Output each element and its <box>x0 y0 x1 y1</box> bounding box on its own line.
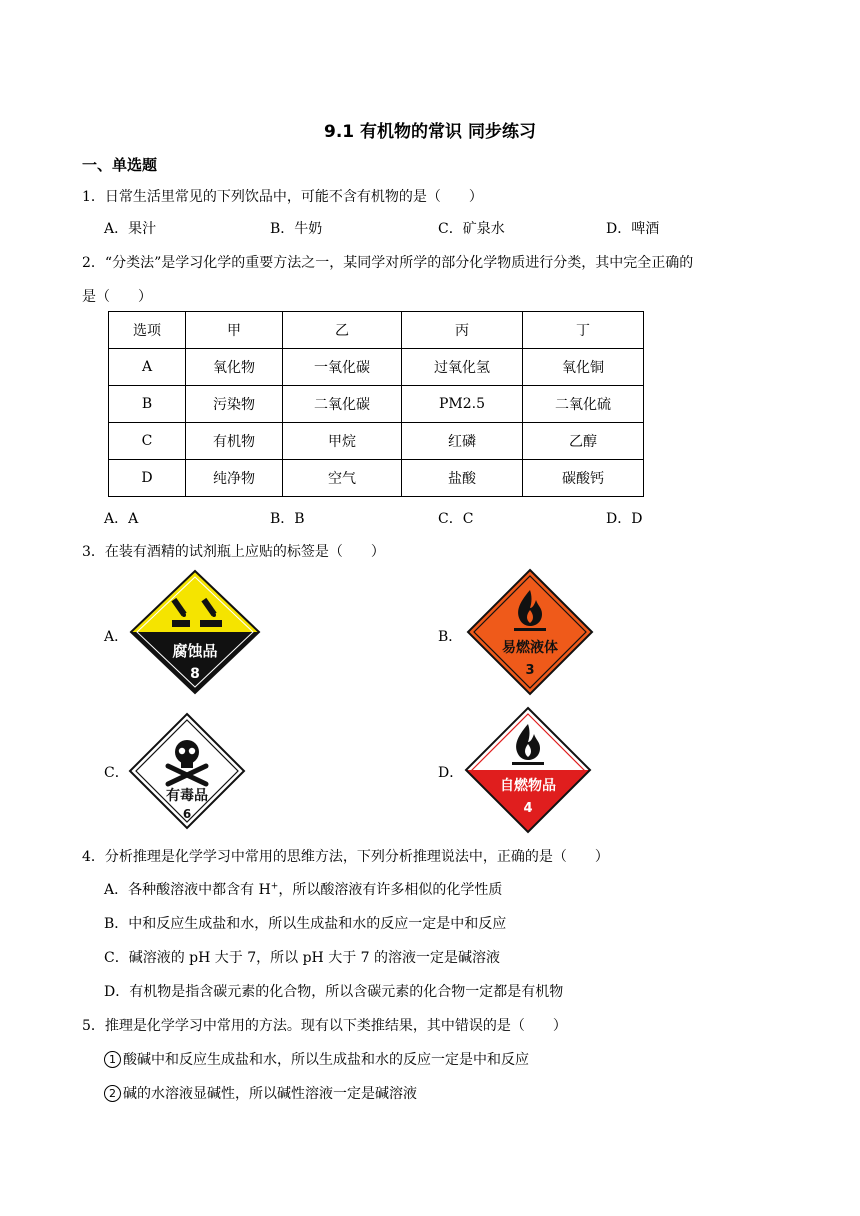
table-header-cell: 乙 <box>283 312 402 349</box>
question-1-stem: 1．日常生活里常见的下列饮品中，可能不含有机物的是（ ） <box>82 189 483 205</box>
question-5-stem: 5．推理是化学学习中常用的方法。现有以下类推结果，其中错误的是（ ） <box>82 1018 567 1034</box>
table-cell: D <box>109 460 186 497</box>
question-2-stem-line1: 2．“分类法”是学习化学的重要方法之一，某同学对所学的部分化学物质进行分类，其中完全正确的 <box>82 255 694 271</box>
sign-class-number: 8 <box>190 666 200 682</box>
toxic-hazard-sign[interactable] <box>128 712 246 830</box>
table-header-cell: 选项 <box>109 312 186 349</box>
table-cell: PM2.5 <box>402 386 523 423</box>
q5-statement-2[interactable] <box>104 1083 417 1103</box>
q5-statement-1[interactable] <box>104 1049 529 1069</box>
table-cell: 盐酸 <box>402 460 523 497</box>
corrosive-hazard-sign[interactable] <box>128 568 262 696</box>
option-letter: A． <box>104 882 129 898</box>
table-cell: 二氧化硫 <box>523 386 644 423</box>
table-cell: 纯净物 <box>186 460 283 497</box>
option-text: 中和反应生成盐和水，所以生成盐和水的反应一定是中和反应 <box>128 916 507 932</box>
q1-option-b[interactable]: B．牛奶 <box>270 221 323 237</box>
option-letter: C． <box>104 950 129 966</box>
option-text: 各种酸溶液中都含有 H <box>128 882 271 898</box>
table-cell: B <box>109 386 186 423</box>
table-cell: 有机物 <box>186 423 283 460</box>
q2-option-a[interactable]: A．A <box>104 511 139 527</box>
sign-class-number: 6 <box>182 807 192 821</box>
table-header-row <box>109 312 644 349</box>
circled-number: 1 <box>104 1051 121 1068</box>
table-cell: 碳酸钙 <box>523 460 644 497</box>
table-cell: 红磷 <box>402 423 523 460</box>
q1-option-a[interactable]: A．果汁 <box>104 221 157 237</box>
table-header-cell: 丁 <box>523 312 644 349</box>
q1-option-d[interactable]: D．啤酒 <box>606 221 660 237</box>
q4-option-b[interactable] <box>104 913 506 933</box>
q2-option-b[interactable]: B．B <box>270 511 305 527</box>
option-text: ，所以酸溶液有许多相似的化学性质 <box>278 882 503 898</box>
section-heading: 一、单选题 <box>82 156 158 174</box>
superscript-plus: + <box>270 881 279 892</box>
q4-option-a[interactable] <box>104 879 502 899</box>
table-row <box>109 460 644 497</box>
table-row <box>109 386 644 423</box>
table-cell: 一氧化碳 <box>283 349 402 386</box>
sign-label: 自燃物品 <box>500 778 556 794</box>
question-3-stem: 3．在装有酒精的试剂瓶上应贴的标签是（ ） <box>82 544 385 560</box>
table-cell: 过氧化氢 <box>402 349 523 386</box>
sign-label: 易燃液体 <box>502 640 558 656</box>
table-cell: A <box>109 349 186 386</box>
question-2-stem-line2: 是（ ） <box>82 289 152 305</box>
q3-option-b-letter[interactable]: B． <box>438 629 463 645</box>
table-cell: 空气 <box>283 460 402 497</box>
statement-text: 酸碱中和反应生成盐和水，所以生成盐和水的反应一定是中和反应 <box>123 1052 529 1068</box>
q3-option-c-letter[interactable]: C． <box>104 765 129 781</box>
table-header-cell: 丙 <box>402 312 523 349</box>
sign-class-number: 4 <box>523 801 533 816</box>
q3-option-d-letter[interactable]: D． <box>438 765 464 781</box>
flammable-liquid-hazard-sign[interactable] <box>466 568 594 696</box>
table-cell: 乙醇 <box>523 423 644 460</box>
q4-option-c[interactable] <box>104 947 500 967</box>
sign-label: 腐蚀品 <box>172 642 218 660</box>
q2-option-d[interactable]: D．D <box>606 511 643 527</box>
table-cell: C <box>109 423 186 460</box>
table-cell: 污染物 <box>186 386 283 423</box>
statement-text: 碱的水溶液显碱性，所以碱性溶液一定是碱溶液 <box>123 1086 417 1102</box>
table-row <box>109 349 644 386</box>
q1-option-c[interactable]: C．矿泉水 <box>438 221 505 237</box>
table-cell: 二氧化碳 <box>283 386 402 423</box>
option-letter: B． <box>104 916 129 932</box>
classification-table <box>108 311 644 497</box>
table-cell: 氧化物 <box>186 349 283 386</box>
circled-number: 2 <box>104 1085 121 1102</box>
table-header-cell: 甲 <box>186 312 283 349</box>
option-text: 有机物是指含碳元素的化合物，所以含碳元素的化合物一定都是有机物 <box>129 984 564 1000</box>
option-text: 碱溶液的 pH 大于 7，所以 pH 大于 7 的溶液一定是碱溶液 <box>128 950 501 966</box>
q2-option-c[interactable]: C．C <box>438 511 474 527</box>
question-4-stem: 4．分析推理是化学学习中常用的思维方法，下列分析推理说法中，正确的是（ ） <box>82 849 609 865</box>
q4-option-d[interactable] <box>104 981 563 1001</box>
q3-option-a-letter[interactable]: A． <box>104 629 129 645</box>
sign-class-number: 3 <box>525 663 535 678</box>
spontaneous-combustion-hazard-sign[interactable] <box>464 706 592 834</box>
sign-label: 有毒品 <box>166 788 208 804</box>
page-title: 9.1 有机物的常识 同步练习 <box>324 122 536 142</box>
option-letter: D． <box>104 984 130 1000</box>
table-cell: 甲烷 <box>283 423 402 460</box>
table-cell: 氧化铜 <box>523 349 644 386</box>
table-row <box>109 423 644 460</box>
